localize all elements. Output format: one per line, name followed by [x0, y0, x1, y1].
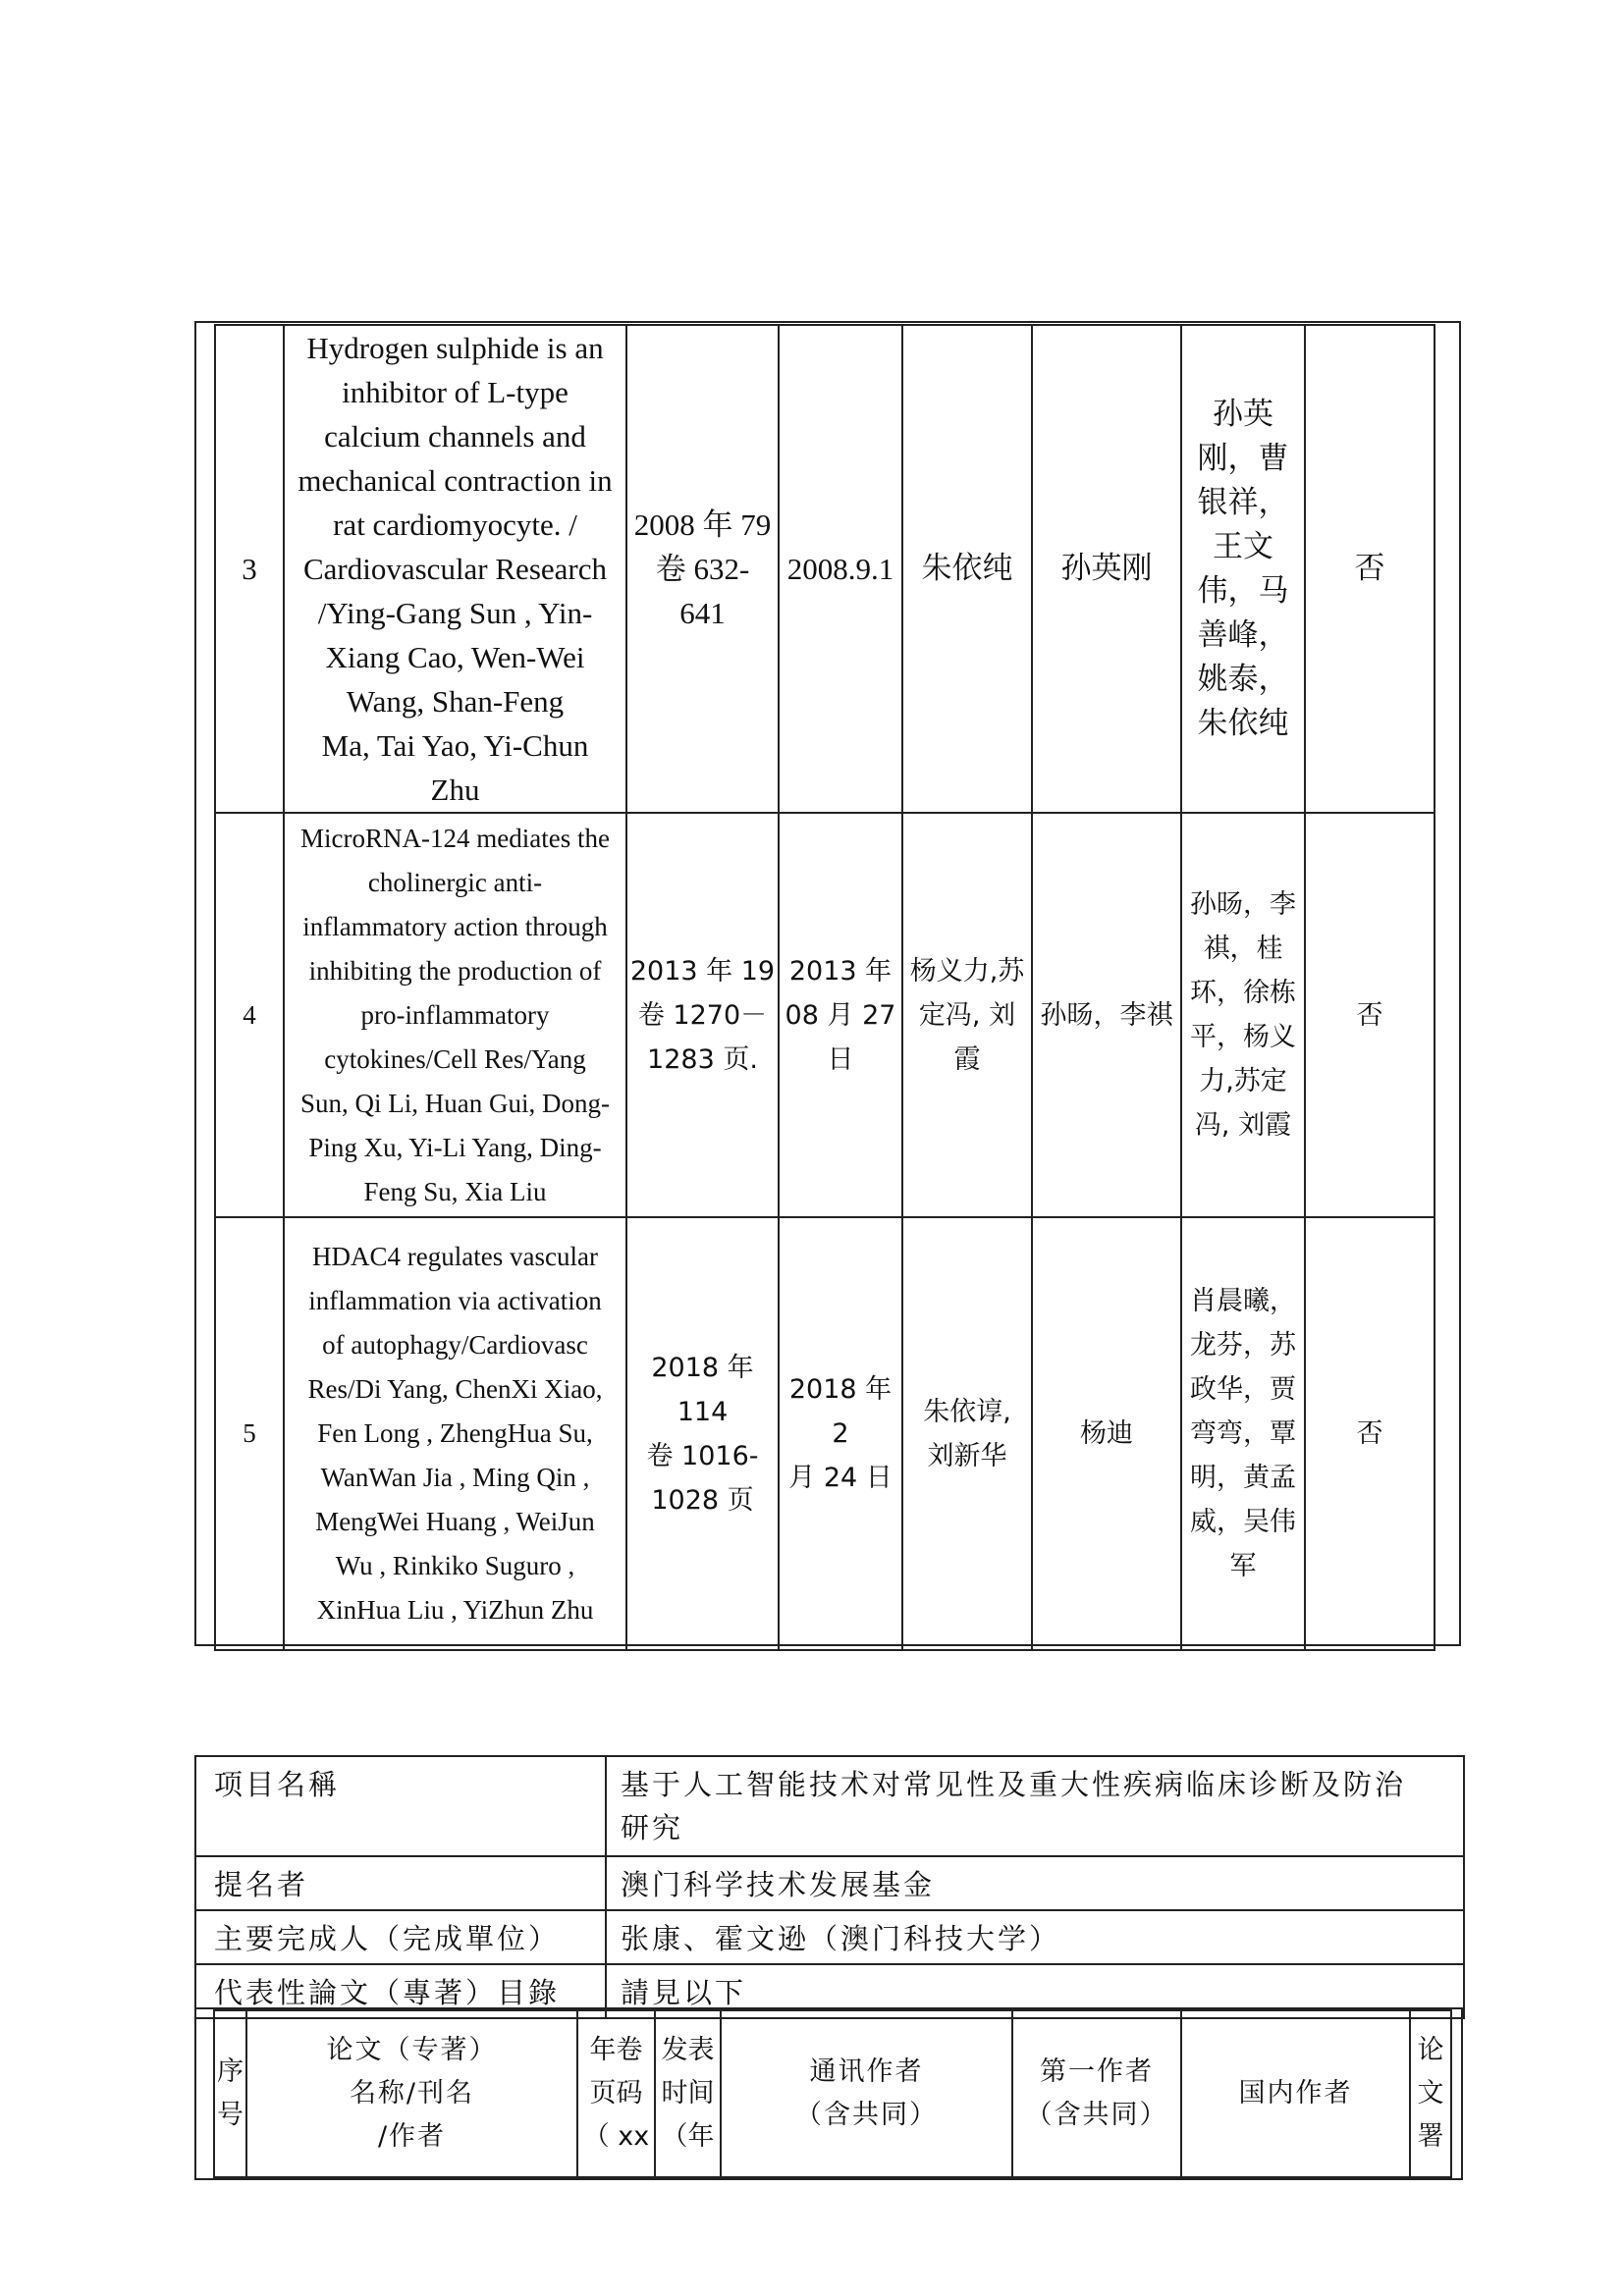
- project-info-table: [194, 1755, 1465, 2019]
- text-line: 王文: [1213, 528, 1273, 564]
- text-line: 国内作者: [1238, 2078, 1353, 2109]
- text-line: 序: [217, 2056, 244, 2087]
- text-line: 姚泰，: [1197, 661, 1289, 697]
- text-line: inhibitor of L-type: [342, 375, 568, 409]
- text-line: 日: [827, 1043, 854, 1075]
- text-line: 弯弯，覃: [1190, 1418, 1296, 1449]
- text-line: 2008.9.1: [786, 552, 894, 586]
- paper-title-cell: [284, 1217, 626, 1650]
- corresponding-author-cell: [902, 325, 1032, 813]
- row-index: 5: [215, 1217, 284, 1650]
- text-line: Feng Su, Xia Liu: [363, 1176, 547, 1206]
- corresponding-author-cell: [902, 813, 1032, 1217]
- text-line: （年: [661, 2121, 715, 2152]
- text-line: 2018 年 114: [651, 1352, 754, 1427]
- project-name-row: [195, 1756, 1464, 1856]
- text-line: 朱依纯: [921, 551, 1013, 586]
- corresponding-author-cell: [902, 1217, 1032, 1650]
- domestic-authors-cell: [1181, 1217, 1305, 1650]
- text-line: 月 24 日: [788, 1463, 893, 1493]
- text-line: 基于人工智能技术对常见性及重大性疾病临床诊断及防治: [621, 1768, 1407, 1801]
- next-papers-header: [213, 2009, 1452, 2178]
- text-line: 朱依纯: [1197, 705, 1289, 741]
- papers-table-frame: [194, 321, 1461, 1646]
- text-line: 发表: [661, 2035, 715, 2065]
- text-line: 2013 年 19: [629, 955, 776, 987]
- first-author-cell: [1032, 813, 1181, 1217]
- text-line: /作者: [377, 2121, 447, 2152]
- text-line: 肖晨曦，: [1190, 1286, 1296, 1316]
- volume-pages-cell: [626, 325, 779, 813]
- text-line: （含共同）: [1025, 2100, 1168, 2130]
- text-line: Zhu: [430, 773, 480, 807]
- text-line: 祺，桂: [1203, 934, 1283, 964]
- table-row: [215, 325, 1435, 813]
- text-line: 力,苏定: [1199, 1066, 1287, 1096]
- text-line: 朱依谆,: [923, 1396, 1011, 1427]
- text-line: of autophagy/Cardiovasc: [322, 1330, 588, 1360]
- text-line: 2013 年: [788, 955, 893, 987]
- table-row: [215, 1217, 1435, 1650]
- text-line: 平，杨义: [1190, 1022, 1296, 1052]
- text-line: 善峰，: [1197, 616, 1289, 653]
- text-line: 定冯, 刘: [918, 999, 1016, 1031]
- text-line: /Ying-Gang Sun , Yin-: [317, 596, 593, 630]
- text-line: inflammatory action through: [302, 911, 608, 941]
- project-name-value: [606, 1756, 1464, 1856]
- domestic-authors-cell: [1181, 813, 1305, 1217]
- text-line: 冯, 刘霞: [1194, 1110, 1292, 1141]
- text-line: 孙英: [1213, 396, 1273, 432]
- domestic-authors-cell: [1181, 325, 1305, 813]
- text-line: 杨迪: [1080, 1418, 1133, 1449]
- text-line: 文: [1417, 2078, 1444, 2109]
- volume-pages-cell: [626, 813, 779, 1217]
- text-line: 孙旸，李: [1190, 889, 1296, 920]
- text-line: Ping Xu, Yi-Li Yang, Ding-: [308, 1132, 602, 1162]
- text-line: 卷 632-: [655, 552, 750, 586]
- text-line: 伟，马: [1197, 572, 1289, 609]
- text-line: 霞: [953, 1043, 981, 1075]
- text-line: 军: [1229, 1551, 1257, 1581]
- paper-title-cell: [284, 325, 626, 813]
- flag-cell: 否: [1305, 1217, 1435, 1650]
- nominator-value: 澳门科学技术发展基金: [606, 1856, 1464, 1910]
- header-first-author: [1012, 2010, 1181, 2177]
- text-line: cholinergic anti-: [367, 867, 543, 897]
- papers-table: [214, 324, 1435, 1651]
- header-corresponding: [721, 2010, 1012, 2177]
- text-line: Cardiovascular Research: [302, 552, 607, 586]
- text-line: Sun, Qi Li, Huan Gui, Dong-: [300, 1088, 610, 1118]
- text-line: 论文（专著）: [326, 2035, 498, 2065]
- text-line: cytokines/Cell Res/Yang: [324, 1043, 586, 1074]
- header-domestic: [1181, 2010, 1410, 2177]
- flag-cell: 否: [1305, 325, 1435, 813]
- first-author-cell: [1032, 325, 1181, 813]
- next-papers-table-frame: [194, 2007, 1463, 2180]
- text-line: 2018 年 2: [788, 1374, 893, 1449]
- text-line: 银祥，: [1197, 484, 1289, 520]
- header-row: [214, 2010, 1451, 2177]
- project-name-label: 项目名稱: [195, 1756, 606, 1856]
- representative-papers-label: 代表性論文（專著）目錄: [195, 1964, 606, 2018]
- text-line: Wu , Rinkiko Suguro ,: [335, 1551, 575, 1580]
- text-line: Res/Di Yang, ChenXi Xiao,: [307, 1374, 603, 1404]
- text-line: 号: [217, 2100, 244, 2130]
- text-line: calcium channels and: [324, 419, 586, 454]
- text-line: inhibiting the production of: [308, 955, 602, 986]
- text-line: （含共同）: [795, 2100, 938, 2130]
- text-line: Fen Long , ZhengHua Su,: [317, 1418, 593, 1448]
- first-author-cell: [1032, 1217, 1181, 1650]
- text-line: 孙英刚: [1060, 551, 1153, 586]
- text-line: 通讯作者: [809, 2056, 924, 2087]
- text-line: 明，黄孟: [1190, 1463, 1296, 1493]
- text-line: 政华，贾: [1190, 1374, 1296, 1405]
- nominator-label: 提名者: [195, 1856, 606, 1910]
- text-line: 环，徐栋: [1190, 978, 1296, 1008]
- text-line: MicroRNA-124 mediates the: [300, 823, 610, 853]
- representative-papers-value: 請見以下: [606, 1964, 1464, 2018]
- text-line: 第一作者: [1040, 2056, 1154, 2087]
- text-line: 刚，曹: [1197, 440, 1289, 476]
- text-line: 641: [679, 596, 726, 630]
- paper-title-cell: [284, 813, 626, 1217]
- header-volume: [577, 2010, 655, 2177]
- text-line: HDAC4 regulates vascular: [312, 1242, 598, 1271]
- text-line: 名称/刊名: [349, 2078, 475, 2109]
- text-line: 1283 页.: [647, 1043, 758, 1075]
- text-line: Hydrogen sulphide is an: [306, 331, 604, 365]
- text-line: Wang, Shan-Feng: [346, 684, 565, 719]
- header-title: [246, 2010, 577, 2177]
- text-line: 时间: [661, 2078, 715, 2109]
- text-line: 卷 1016-: [646, 1440, 759, 1471]
- text-line: 孙旸，李祺: [1040, 999, 1173, 1031]
- text-line: 页码: [589, 2078, 643, 2109]
- row-index: 4: [215, 813, 284, 1217]
- header-date: [655, 2010, 721, 2177]
- flag-cell: 否: [1305, 813, 1435, 1217]
- text-line: 署: [1417, 2121, 1444, 2152]
- nominator-row: [195, 1856, 1464, 1910]
- text-line: 杨义力,苏: [909, 955, 1025, 987]
- text-line: XinHua Liu , YiZhun Zhu: [316, 1595, 594, 1625]
- text-line: MengWei Huang , WeiJun: [315, 1507, 595, 1536]
- text-line: 龙芬，苏: [1190, 1330, 1296, 1361]
- text-line: mechanical contraction in: [298, 463, 613, 498]
- text-line: Ma, Tai Yao, Yi-Chun: [321, 728, 589, 763]
- text-line: WanWan Jia , Ming Qin ,: [320, 1463, 590, 1492]
- text-line: 刘新华: [927, 1440, 1007, 1471]
- publish-date-cell: [779, 325, 902, 813]
- header-flag: [1410, 2010, 1451, 2177]
- text-line: 2008 年 79: [633, 507, 772, 542]
- text-line: 年卷: [589, 2035, 643, 2065]
- row-index: 3: [215, 325, 284, 813]
- text-line: （ xx: [582, 2121, 650, 2152]
- text-line: 威，吴伟: [1190, 1507, 1296, 1537]
- publish-date-cell: [779, 1217, 902, 1650]
- main-contributors-value: 张康、霍文逊（澳门科技大学）: [606, 1910, 1464, 1964]
- main-contributors-row: [195, 1910, 1464, 1964]
- publish-date-cell: [779, 813, 902, 1217]
- text-line: pro-inflammatory: [360, 999, 550, 1030]
- main-contributors-label: 主要完成人（完成單位）: [195, 1910, 606, 1964]
- text-line: inflammation via activation: [308, 1286, 602, 1315]
- text-line: 卷 1270－: [637, 999, 768, 1031]
- text-line: 论: [1417, 2035, 1444, 2065]
- header-index: [214, 2010, 246, 2177]
- text-line: 研究: [621, 1811, 684, 1844]
- text-line: rat cardiomyocyte. /: [333, 507, 577, 542]
- text-line: Xiang Cao, Wen-Wei: [325, 640, 585, 674]
- text-line: 1028 页: [651, 1484, 754, 1516]
- volume-pages-cell: [626, 1217, 779, 1650]
- table-row: [215, 813, 1435, 1217]
- text-line: 08 月 27: [785, 999, 896, 1031]
